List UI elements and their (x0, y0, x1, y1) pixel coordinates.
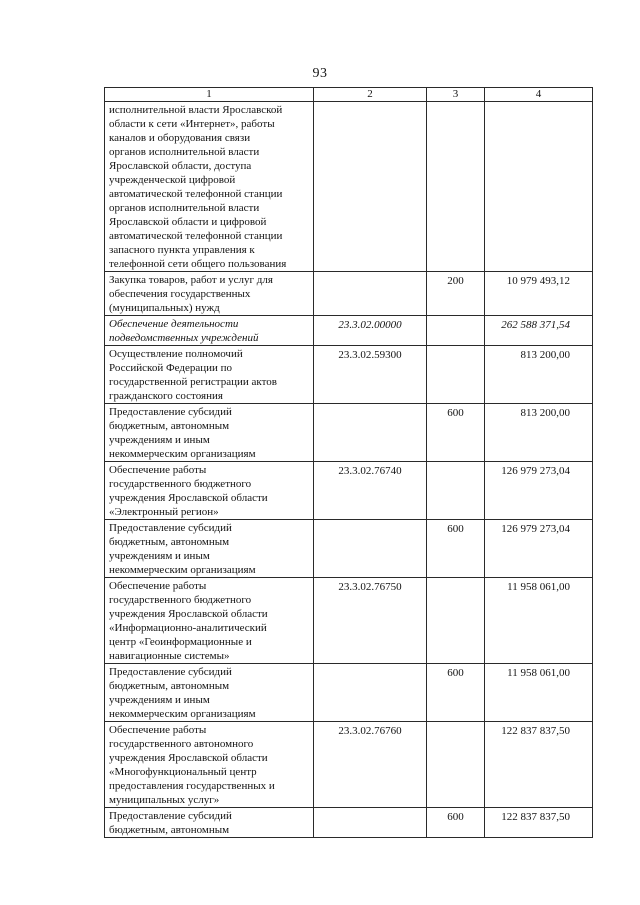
table-body (105, 102, 593, 838)
row-name-cell (105, 102, 314, 272)
table-row (105, 578, 593, 664)
row-amount-cell: 126 979 273,04 (485, 520, 593, 578)
row-amount-cell: 122 837 837,50 (485, 722, 593, 808)
row-name-line: государственного бюджетного (109, 478, 252, 490)
row-code-cell (314, 102, 427, 272)
row-name-line: органов исполнительной власти (109, 146, 260, 158)
row-name-line: Российской Федерации по (109, 362, 233, 374)
header-col-2: 2 (314, 88, 427, 102)
row-type-cell: 200 (427, 272, 485, 316)
row-amount-cell: 122 837 837,50 (485, 808, 593, 838)
row-name-cell (105, 578, 314, 664)
row-name-line: запасного пункта управления к (109, 244, 255, 256)
table-row (105, 722, 593, 808)
row-name-line: Ярославской области и цифровой (109, 216, 267, 228)
row-type-cell (427, 462, 485, 520)
table-row (105, 462, 593, 520)
header-col-1: 1 (105, 88, 314, 102)
row-name-line: области к сети «Интернет», работы (109, 118, 275, 130)
row-name-line: подведомственных учреждений (109, 332, 259, 344)
row-name-cell (105, 664, 314, 722)
row-name-line: Предоставление субсидий (109, 666, 232, 678)
row-name-line: государственного бюджетного (109, 594, 252, 606)
row-name-line: Обеспечение работы (109, 724, 207, 736)
row-name-line: учреждениям и иным (109, 550, 210, 562)
row-name-line: обеспечения государственных (109, 288, 251, 300)
row-type-cell (427, 346, 485, 404)
row-name-line: Обеспечение работы (109, 580, 207, 592)
row-name-line: каналов и оборудования связи (109, 132, 251, 144)
row-code-cell: 23.3.02.59300 (314, 346, 427, 404)
row-amount-cell: 11 958 061,00 (485, 664, 593, 722)
row-name-line: Предоставление субсидий (109, 522, 232, 534)
row-name-cell (105, 346, 314, 404)
row-name-cell (105, 808, 314, 838)
table-row (105, 664, 593, 722)
table-row (105, 316, 593, 346)
row-name-cell (105, 722, 314, 808)
row-name-line: учреждения Ярославской области (109, 752, 268, 764)
row-name-line: навигационные системы» (109, 650, 230, 662)
row-name-cell (105, 462, 314, 520)
table-header-row (105, 88, 593, 102)
row-name-line: «Электронный регион» (109, 506, 219, 518)
row-name-line: автоматической телефонной станции (109, 188, 283, 200)
row-name-line: Предоставление субсидий (109, 406, 232, 418)
row-name-cell (105, 404, 314, 462)
table-row (105, 102, 593, 272)
row-code-cell: 23.3.02.76750 (314, 578, 427, 664)
row-type-cell (427, 316, 485, 346)
row-code-cell: 23.3.02.00000 (314, 316, 427, 346)
row-name-line: «Многофункциональный центр (109, 766, 257, 778)
row-type-cell: 600 (427, 520, 485, 578)
row-name-line: Обеспечение работы (109, 464, 207, 476)
row-type-cell: 600 (427, 404, 485, 462)
row-type-cell (427, 722, 485, 808)
row-name-cell (105, 316, 314, 346)
row-name-line: «Информационно-аналитический (109, 622, 267, 634)
row-type-cell: 600 (427, 808, 485, 838)
budget-table (104, 87, 593, 838)
row-name-line: Предоставление субсидий (109, 810, 232, 822)
row-name-cell (105, 520, 314, 578)
row-code-cell (314, 664, 427, 722)
row-type-cell (427, 578, 485, 664)
row-name-line: учреждениям и иным (109, 434, 210, 446)
table-row (105, 272, 593, 316)
row-name-line: государственного автономного (109, 738, 254, 750)
row-name-line: бюджетным, автономным (109, 536, 230, 548)
row-amount-cell (485, 102, 593, 272)
row-name-line: Обеспечение деятельности (109, 318, 239, 330)
row-amount-cell: 813 200,00 (485, 404, 593, 462)
row-name-line: гражданского состояния (109, 390, 223, 402)
row-code-cell: 23.3.02.76760 (314, 722, 427, 808)
row-name-line: Закупка товаров, работ и услуг для (109, 274, 273, 286)
row-amount-cell: 126 979 273,04 (485, 462, 593, 520)
row-name-line: учрежденческой цифровой (109, 174, 236, 186)
row-code-cell (314, 404, 427, 462)
table-row (105, 404, 593, 462)
row-name-line: бюджетным, автономным (109, 824, 230, 836)
row-name-line: некоммерческим организациям (109, 448, 256, 460)
table-row (105, 808, 593, 838)
row-name-line: государственной регистрации актов (109, 376, 277, 388)
row-type-cell (427, 102, 485, 272)
row-code-cell (314, 520, 427, 578)
row-name-line: учреждения Ярославской области (109, 608, 268, 620)
row-name-line: некоммерческим организациям (109, 708, 256, 720)
row-amount-cell: 10 979 493,12 (485, 272, 593, 316)
row-name-line: органов исполнительной власти (109, 202, 260, 214)
row-name-line: Ярославской области, доступа (109, 160, 252, 172)
row-name-line: Осуществление полномочий (109, 348, 243, 360)
row-code-cell (314, 272, 427, 316)
row-name-line: бюджетным, автономным (109, 420, 230, 432)
row-name-line: бюджетным, автономным (109, 680, 230, 692)
row-amount-cell: 11 958 061,00 (485, 578, 593, 664)
header-col-4: 4 (485, 88, 593, 102)
row-name-line: учреждения Ярославской области (109, 492, 268, 504)
row-name-line: учреждениям и иным (109, 694, 210, 706)
page-number: 93 (312, 66, 328, 81)
header-col-3: 3 (427, 88, 485, 102)
table-row (105, 346, 593, 404)
row-name-line: автоматической телефонной станции (109, 230, 283, 242)
row-name-line: (муниципальных) нужд (109, 302, 220, 314)
row-type-cell: 600 (427, 664, 485, 722)
table-row (105, 520, 593, 578)
row-name-line: центр «Геоинформационные и (109, 636, 252, 648)
row-name-line: предоставления государственных и (109, 780, 275, 792)
row-name-line: телефонной сети общего пользования (109, 258, 287, 270)
row-name-line: муниципальных услуг» (109, 794, 220, 806)
row-code-cell (314, 808, 427, 838)
row-code-cell: 23.3.02.76740 (314, 462, 427, 520)
row-name-line: некоммерческим организациям (109, 564, 256, 576)
row-name-line: исполнительной власти Ярославской (109, 104, 283, 116)
row-amount-cell: 813 200,00 (485, 346, 593, 404)
row-amount-cell: 262 588 371,54 (485, 316, 593, 346)
row-name-cell (105, 272, 314, 316)
